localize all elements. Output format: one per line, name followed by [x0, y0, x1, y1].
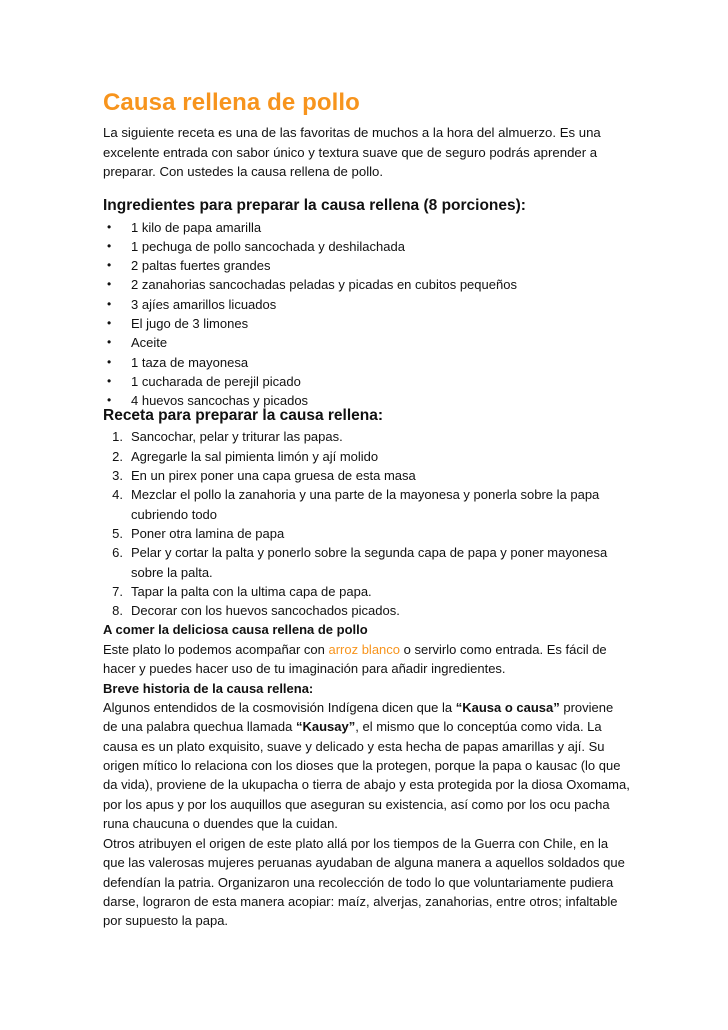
step-item	[103, 466, 631, 485]
ingredient-text: 1 taza de mayonesa	[131, 354, 249, 370]
ingredient-text: El jugo de 3 limones	[131, 315, 249, 331]
step-number: 4.	[112, 487, 123, 503]
step-text: Tapar la palta con la ultima capa de papa.	[131, 583, 372, 599]
ingredient-item	[103, 218, 631, 237]
kausay-term: “Kausay”	[295, 719, 356, 735]
ingredient-item	[103, 353, 631, 372]
step-number: 7.	[112, 583, 123, 599]
ingredient-text: 1 pechuga de pollo sancochada y deshilachada	[131, 238, 405, 254]
step-item	[103, 427, 631, 446]
step-number: 1.	[112, 429, 123, 445]
ingredient-text: 4 huevos sancochas y picados	[131, 393, 309, 409]
ingredient-text: 3 ajíes amarillos licuados	[131, 296, 277, 312]
history-text-2: proviene de una palabra quechua llamada	[103, 699, 614, 735]
section-b-heading: Breve historia de la causa rellena:	[103, 680, 314, 696]
section-a-heading: A comer la deliciosa causa rellena de pollo	[103, 622, 368, 638]
recipe-heading: Receta para preparar la causa rellena:	[103, 407, 384, 425]
ingredient-item	[103, 275, 631, 294]
ingredient-text: 2 zanahorias sancochadas peladas y picadas en cubitos pequeños	[131, 277, 517, 293]
ingredient-item	[103, 372, 631, 391]
bullet-icon: •	[107, 219, 112, 234]
step-number: 8.	[112, 603, 123, 619]
ingredient-item	[103, 314, 631, 333]
step-text: Pelar y cortar la palta y ponerlo sobre la segunda capa de papa y poner mayonesa sobre la palta.	[131, 545, 608, 580]
section-a-paragraph	[103, 640, 631, 679]
document-page	[103, 88, 631, 931]
arroz-blanco-link[interactable]: arroz blanco	[328, 641, 401, 657]
step-text: En un pirex poner una capa gruesa de esta masa	[131, 468, 416, 484]
history-paragraph-1	[103, 698, 631, 834]
intro-paragraph: La siguiente receta es una de las favoritas de muchos a la hora del almuerzo. Es una excelente entrada con sabor único y textura suave que de seguro podrás aprender a preparar. Con ustedes la causa rellena de pollo.	[103, 125, 601, 179]
step-item	[103, 601, 631, 620]
ingredient-text: 1 cucharada de perejil picado	[131, 373, 301, 389]
ingredient-item	[103, 295, 631, 314]
step-text: Sancochar, pelar y triturar las papas.	[131, 429, 343, 445]
step-number: 5.	[112, 525, 123, 541]
section-a-text-after: o servirlo como entrada. Es fácil de hacer y puedes hacer uso de tu imaginación para añadir ingredientes.	[103, 641, 607, 677]
kausa-term: “Kausa o causa”	[455, 699, 560, 715]
ingredient-item	[103, 256, 631, 275]
ingredients-list	[103, 218, 631, 411]
bullet-icon: •	[107, 296, 112, 311]
bullet-icon: •	[107, 335, 112, 350]
step-text: Mezclar el pollo la zanahoria y una parte de la mayonesa y ponerla sobre la papa cubriendo todo	[131, 487, 600, 522]
bullet-icon: •	[107, 258, 112, 273]
step-number: 6.	[112, 545, 123, 561]
recipe-steps-list	[103, 427, 631, 620]
step-text: Poner otra lamina de papa	[131, 525, 285, 541]
bullet-icon: •	[107, 238, 112, 253]
bullet-icon: •	[107, 373, 112, 388]
step-number: 3.	[112, 468, 123, 484]
step-item	[103, 543, 631, 582]
bullet-icon: •	[107, 393, 112, 408]
ingredient-item	[103, 391, 631, 410]
step-item	[103, 485, 631, 524]
step-text: Decorar con los huevos sancochados picados.	[131, 603, 400, 619]
ingredient-text: 2 paltas fuertes grandes	[131, 258, 271, 274]
ingredient-text: 1 kilo de papa amarilla	[131, 219, 262, 235]
page-title: Causa rellena de pollo	[103, 89, 360, 116]
bullet-icon: •	[107, 315, 112, 330]
ingredients-heading: Ingredientes para preparar la causa rellena (8 porciones):	[103, 196, 526, 214]
ingredient-text: Aceite	[131, 335, 168, 351]
step-item	[103, 582, 631, 601]
history-text-1: Algunos entendidos de la cosmovisión Indígena dicen que la	[103, 699, 456, 715]
step-item	[103, 524, 631, 543]
bullet-icon: •	[107, 354, 112, 369]
step-number: 2.	[112, 448, 123, 464]
section-a-text-before: Este plato lo podemos acompañar con	[103, 641, 329, 657]
bullet-icon: •	[107, 277, 112, 292]
step-text: Agregarle la sal pimienta limón y ají molido	[131, 448, 379, 464]
history-paragraph-2: Otros atribuyen el origen de este plato allá por los tiempos de la Guerra con Chile, en la que las valerosas mujeres peruanas ayudaban de alguna manera a aquellos soldados que defendían la patria. Organizaron una recolección de todo lo que voluntariamente pudiera darse, lograron de esta manera acopiar: maíz, alverjas, zanahorias, entre otros; infaltable por supuesto la papa.	[103, 835, 625, 929]
step-item	[103, 447, 631, 466]
ingredient-item	[103, 333, 631, 352]
ingredient-item	[103, 237, 631, 256]
history-text-3: , el mismo que lo conceptúa como vida. La causa es un plato exquisito, suave y delicado y esta hecha de papas amarillas y ají. Su origen mítico lo relaciona con los dioses que la protegen, porque la papa o kausac (lo que da vida), proviene de la ukupacha o tierra de abajo y esta protegida por la diosa Oxomama, por los apus y por los auquillos que aseguran su existencia, así como por los ocu pacha runa chaucuna o duendes que la cuidan.	[103, 719, 630, 832]
